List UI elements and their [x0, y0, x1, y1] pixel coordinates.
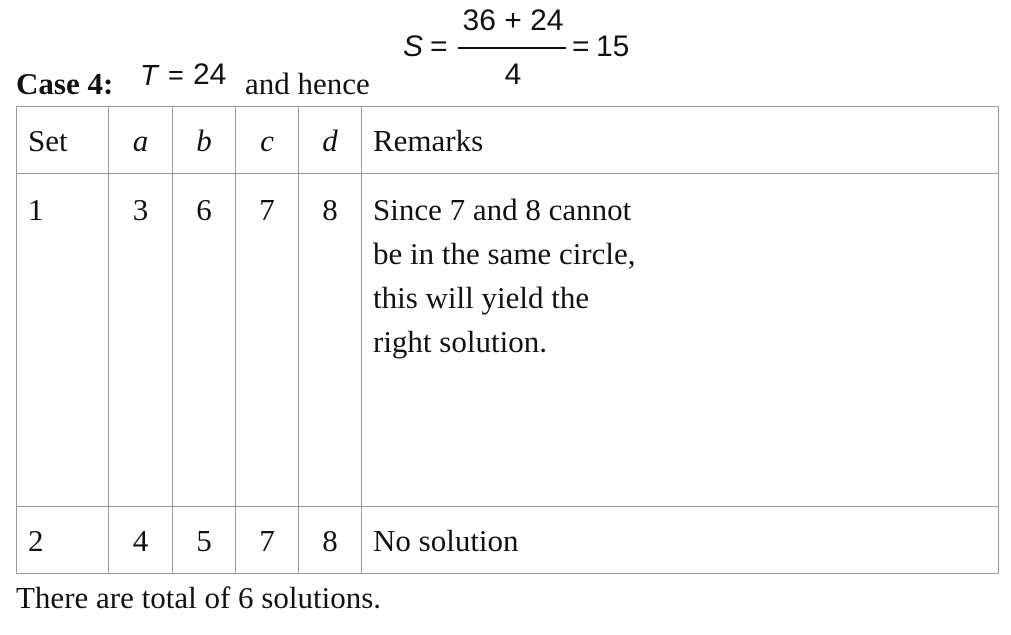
case-text: and hence	[245, 66, 370, 101]
fraction-bar	[458, 47, 566, 49]
table-header-row	[17, 107, 999, 174]
header-set: Set	[17, 107, 109, 174]
cell-remarks	[362, 174, 999, 507]
cell-set: 2	[17, 507, 109, 574]
header-b: b	[173, 107, 236, 174]
case-equals: =	[168, 60, 184, 90]
table-row	[17, 507, 999, 574]
formula-numerator: 36 + 24	[462, 4, 564, 37]
table-row	[17, 174, 999, 507]
case-variable: T	[140, 60, 158, 92]
cell-d: 8	[299, 174, 362, 507]
summary-text: There are total of 6 solutions.	[16, 580, 382, 615]
case-value: 24	[193, 58, 227, 91]
cell-c: 7	[236, 507, 299, 574]
cell-a: 4	[109, 507, 173, 574]
cell-a: 3	[109, 174, 173, 507]
remark-line: Since 7 and 8 cannot	[373, 192, 632, 227]
solutions-table	[16, 106, 999, 574]
cell-b: 6	[173, 174, 236, 507]
cell-c: 7	[236, 174, 299, 507]
header-remarks: Remarks	[362, 107, 999, 174]
formula-equals-2: =	[572, 30, 590, 63]
remark-line: right solution.	[373, 324, 547, 359]
remark-line: be in the same circle,	[373, 236, 636, 271]
header-a: a	[109, 107, 173, 174]
cell-set: 1	[17, 174, 109, 507]
header-c: c	[236, 107, 299, 174]
header-d: d	[299, 107, 362, 174]
remark-line: this will yield the	[373, 280, 590, 315]
case-label: Case 4:	[16, 66, 114, 101]
formula-result: 15	[596, 30, 630, 63]
cell-remarks	[362, 507, 999, 574]
cell-d: 8	[299, 507, 362, 574]
cell-b: 5	[173, 507, 236, 574]
remark-line: No solution	[373, 523, 519, 558]
formula-lhs: S	[403, 30, 424, 63]
formula-s	[400, 2, 640, 96]
formula-equals: =	[430, 30, 448, 63]
formula-denominator: 4	[504, 58, 522, 91]
